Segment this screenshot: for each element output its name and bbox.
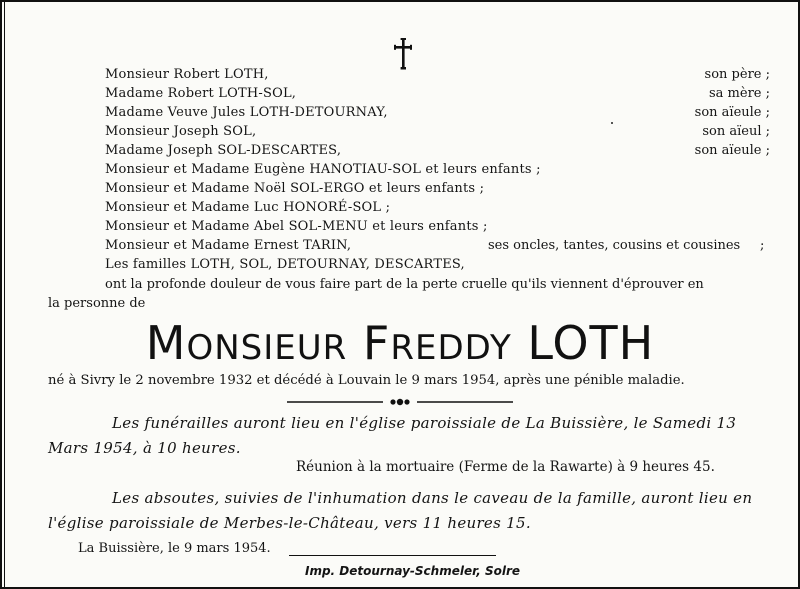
- relative-name: Monsieur et Madame Luc HONORÉ-SOL ;: [105, 200, 391, 215]
- relative-name: Monsieur Joseph SOL,: [105, 124, 257, 139]
- relation: son aïeule ;: [694, 105, 770, 120]
- family-row: [0, 161, 800, 179]
- family-row: [0, 180, 800, 198]
- reunion-line: Réunion à la mortuaire (Ferme de la Rawarte) à 9 heures 45.: [296, 459, 715, 475]
- relative-name: Monsieur et Madame Eugène HANOTIAU-SOL et leurs enfants ;: [105, 162, 541, 177]
- deceased-name: MONSIEUR FREDDY LOTH: [145, 316, 655, 370]
- relative-name: Madame Robert LOTH-SOL,: [105, 86, 297, 101]
- family-row: [0, 66, 800, 84]
- printer-credit: Imp. Detournay-Schmeler, Solre: [305, 564, 521, 578]
- relative-name: Les familles LOTH, SOL, DETOURNAY, DESCARTES,: [105, 257, 465, 272]
- family-row: [0, 199, 800, 217]
- funeral-text: Mars 1954, à 10 heures.: [48, 439, 241, 457]
- ornamental-divider: [285, 397, 515, 407]
- relation: sa mère ;: [709, 86, 770, 101]
- relative-name: Monsieur et Madame Noël SOL-ERGO et leurs enfants ;: [105, 181, 485, 196]
- relation: ses oncles, tantes, cousins et cousines: [488, 238, 741, 253]
- relative-name: Madame Veuve Jules LOTH-DETOURNAY,: [105, 105, 388, 120]
- intro-line: ont la profonde douleur de vous faire part de la perte cruelle qu'ils viennent d'éprouver en: [105, 277, 704, 292]
- family-row: [0, 85, 800, 103]
- relative-name: Madame Joseph SOL-DESCARTES,: [105, 143, 342, 158]
- relation: son père ;: [704, 67, 770, 82]
- funeral-text: Les funérailles auront lieu en l'église paroissiale de La Buissière, le Samedi 13: [112, 414, 737, 432]
- place-date: La Buissière, le 9 mars 1954.: [78, 541, 271, 556]
- family-row: [0, 142, 800, 160]
- birth-death-line: né à Sivry le 2 novembre 1932 et décédé à Louvain le 9 mars 1954, après une pénible maladie.: [48, 373, 685, 388]
- relation: son aïeul ;: [702, 124, 770, 139]
- semicolon: ;: [760, 238, 765, 253]
- signature-line: [289, 555, 496, 556]
- family-row: [0, 256, 800, 274]
- relative-name: Monsieur et Madame Abel SOL-MENU et leurs enfants ;: [105, 219, 488, 234]
- relation: son aïeule ;: [694, 143, 770, 158]
- family-row: [0, 237, 800, 255]
- family-row: [0, 104, 800, 122]
- family-row: [0, 218, 800, 236]
- intro-line: la personne de: [48, 296, 146, 311]
- family-row: [0, 123, 800, 141]
- absoute-text: Les absoutes, suivies de l'inhumation dans le caveau de la famille, auront lieu en: [112, 489, 753, 507]
- speck: [611, 122, 613, 124]
- relative-name: Monsieur Robert LOTH,: [105, 67, 269, 82]
- absoute-text: l'église paroissiale de Merbes-le-Château, vers 11 heures 15.: [48, 514, 531, 532]
- relative-name: Monsieur et Madame Ernest TARIN,: [105, 238, 352, 253]
